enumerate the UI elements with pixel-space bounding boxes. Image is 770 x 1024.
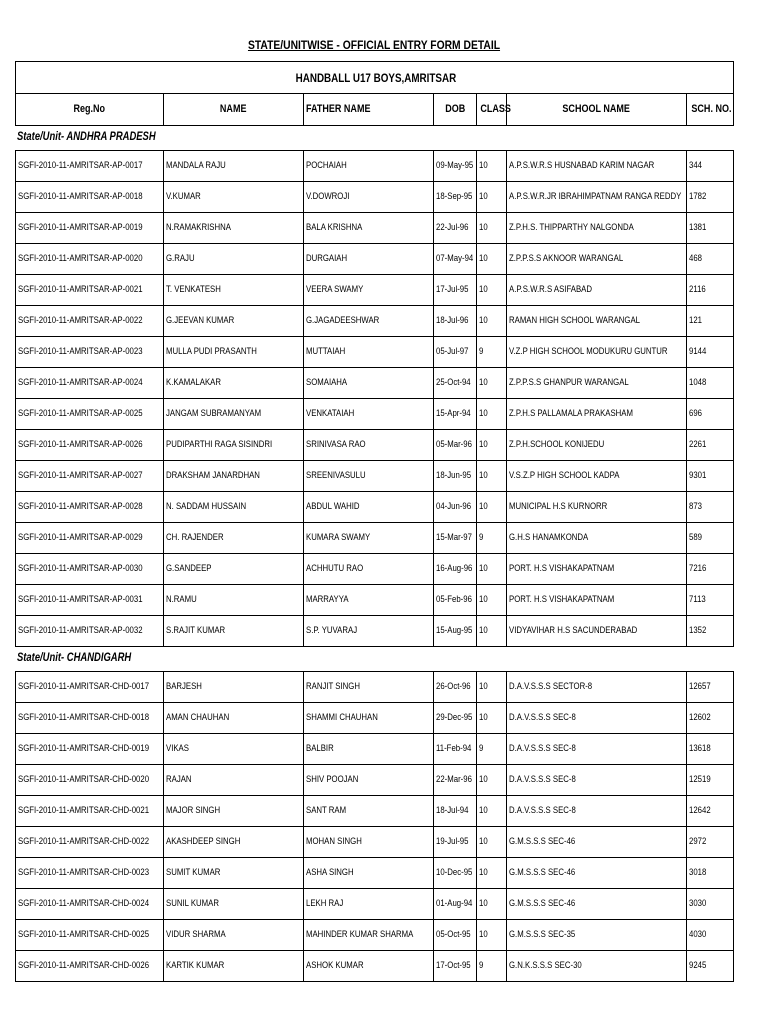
dob-cell: 18-Jul-96 xyxy=(434,306,477,337)
school-name-cell: D.A.V.S.S.S SEC-8 xyxy=(507,765,687,796)
sch-no-cell: 121 xyxy=(687,306,734,337)
dob-cell: 05-Mar-96 xyxy=(434,430,477,461)
father-name-cell: G.JAGADEESHWAR xyxy=(304,306,434,337)
father-name-cell: ASHOK KUMAR xyxy=(304,951,434,982)
name-cell: VIKAS xyxy=(164,734,304,765)
class-cell: 10 xyxy=(477,672,507,703)
father-name-cell: SREENIVASULU xyxy=(304,461,434,492)
name-cell: N.RAMU xyxy=(164,585,304,616)
class-cell: 10 xyxy=(477,554,507,585)
name-cell: RAJAN xyxy=(164,765,304,796)
school-name-cell: D.A.V.S.S.S SEC-8 xyxy=(507,796,687,827)
table-row xyxy=(16,734,734,765)
class-cell: 10 xyxy=(477,430,507,461)
school-name-cell: Z.P.H.SCHOOL KONIJEDU xyxy=(507,430,687,461)
dob-cell: 18-Sep-95 xyxy=(434,182,477,213)
name-cell: SUNIL KUMAR xyxy=(164,889,304,920)
name-cell: G.RAJU xyxy=(164,244,304,275)
father-name-cell: MUTTAIAH xyxy=(304,337,434,368)
reg-no-cell: SGFI-2010-11-AMRITSAR-AP-0017 xyxy=(16,151,164,182)
table-row xyxy=(16,244,734,275)
dob-cell: 15-Mar-97 xyxy=(434,523,477,554)
school-name-cell: RAMAN HIGH SCHOOL WARANGAL xyxy=(507,306,687,337)
name-cell: S.RAJIT KUMAR xyxy=(164,616,304,647)
section-label: State/Unit- CHANDIGARH xyxy=(16,647,734,672)
class-cell: 10 xyxy=(477,920,507,951)
entry-table xyxy=(15,61,734,982)
col-header-dob: DOB xyxy=(434,94,477,126)
sch-no-cell: 7216 xyxy=(687,554,734,585)
sch-no-cell: 344 xyxy=(687,151,734,182)
dob-cell: 01-Aug-94 xyxy=(434,889,477,920)
father-name-cell: BALA KRISHNA xyxy=(304,213,434,244)
sch-no-cell: 12602 xyxy=(687,703,734,734)
dob-cell: 15-Apr-94 xyxy=(434,399,477,430)
class-cell: 9 xyxy=(477,337,507,368)
sch-no-cell: 1381 xyxy=(687,213,734,244)
dob-cell: 11-Feb-94 xyxy=(434,734,477,765)
father-name-cell: SANT RAM xyxy=(304,796,434,827)
reg-no-cell: SGFI-2010-11-AMRITSAR-AP-0028 xyxy=(16,492,164,523)
table-row xyxy=(16,951,734,982)
dob-cell: 22-Mar-96 xyxy=(434,765,477,796)
name-cell: KARTIK KUMAR xyxy=(164,951,304,982)
reg-no-cell: SGFI-2010-11-AMRITSAR-AP-0018 xyxy=(16,182,164,213)
sch-no-cell: 7113 xyxy=(687,585,734,616)
dob-cell: 22-Jul-96 xyxy=(434,213,477,244)
father-name-cell: ABDUL WAHID xyxy=(304,492,434,523)
father-name-cell: SHIV POOJAN xyxy=(304,765,434,796)
father-name-cell: MARRAYYA xyxy=(304,585,434,616)
sch-no-cell: 12657 xyxy=(687,672,734,703)
name-cell: AMAN CHAUHAN xyxy=(164,703,304,734)
col-header-school-name: SCHOOL NAME xyxy=(507,94,687,126)
dob-cell: 25-Oct-94 xyxy=(434,368,477,399)
table-row xyxy=(16,399,734,430)
father-name-cell: SHAMMI CHAUHAN xyxy=(304,703,434,734)
reg-no-cell: SGFI-2010-11-AMRITSAR-AP-0024 xyxy=(16,368,164,399)
name-cell: MAJOR SINGH xyxy=(164,796,304,827)
father-name-cell: DURGAIAH xyxy=(304,244,434,275)
dob-cell: 16-Aug-96 xyxy=(434,554,477,585)
class-cell: 10 xyxy=(477,703,507,734)
reg-no-cell: SGFI-2010-11-AMRITSAR-AP-0029 xyxy=(16,523,164,554)
reg-no-cell: SGFI-2010-11-AMRITSAR-AP-0032 xyxy=(16,616,164,647)
class-cell: 10 xyxy=(477,492,507,523)
school-name-cell: MUNICIPAL H.S KURNORR xyxy=(507,492,687,523)
reg-no-cell: SGFI-2010-11-AMRITSAR-AP-0026 xyxy=(16,430,164,461)
reg-no-cell: SGFI-2010-11-AMRITSAR-AP-0023 xyxy=(16,337,164,368)
name-cell: K.KAMALAKAR xyxy=(164,368,304,399)
class-cell: 10 xyxy=(477,213,507,244)
school-name-cell: G.H.S HANAMKONDA xyxy=(507,523,687,554)
class-cell: 9 xyxy=(477,523,507,554)
name-cell: N.RAMAKRISHNA xyxy=(164,213,304,244)
dob-cell: 07-May-94 xyxy=(434,244,477,275)
reg-no-cell: SGFI-2010-11-AMRITSAR-CHD-0023 xyxy=(16,858,164,889)
reg-no-cell: SGFI-2010-11-AMRITSAR-CHD-0020 xyxy=(16,765,164,796)
reg-no-cell: SGFI-2010-11-AMRITSAR-CHD-0021 xyxy=(16,796,164,827)
sch-no-cell: 3030 xyxy=(687,889,734,920)
sch-no-cell: 468 xyxy=(687,244,734,275)
sch-no-cell: 2116 xyxy=(687,275,734,306)
dob-cell: 10-Dec-95 xyxy=(434,858,477,889)
school-name-cell: V.S.Z.P HIGH SCHOOL KADPA xyxy=(507,461,687,492)
reg-no-cell: SGFI-2010-11-AMRITSAR-CHD-0024 xyxy=(16,889,164,920)
table-row xyxy=(16,182,734,213)
class-cell: 10 xyxy=(477,858,507,889)
name-cell: CH. RAJENDER xyxy=(164,523,304,554)
class-cell: 10 xyxy=(477,616,507,647)
reg-no-cell: SGFI-2010-11-AMRITSAR-AP-0019 xyxy=(16,213,164,244)
school-name-cell: Z.P.P.S.S GHANPUR WARANGAL xyxy=(507,368,687,399)
name-cell: JANGAM SUBRAMANYAM xyxy=(164,399,304,430)
father-name-cell: MAHINDER KUMAR SHARMA xyxy=(304,920,434,951)
reg-no-cell: SGFI-2010-11-AMRITSAR-AP-0027 xyxy=(16,461,164,492)
class-cell: 10 xyxy=(477,796,507,827)
school-name-cell: D.A.V.S.S.S SEC-8 xyxy=(507,734,687,765)
dob-cell: 29-Dec-95 xyxy=(434,703,477,734)
sch-no-cell: 13618 xyxy=(687,734,734,765)
father-name-cell: BALBIR xyxy=(304,734,434,765)
class-cell: 10 xyxy=(477,151,507,182)
reg-no-cell: SGFI-2010-11-AMRITSAR-CHD-0025 xyxy=(16,920,164,951)
school-name-cell: VIDYAVIHAR H.S SACUNDERABAD xyxy=(507,616,687,647)
father-name-cell: VENKATAIAH xyxy=(304,399,434,430)
class-cell: 10 xyxy=(477,182,507,213)
father-name-cell: KUMARA SWAMY xyxy=(304,523,434,554)
name-cell: DRAKSHAM JANARDHAN xyxy=(164,461,304,492)
name-cell: G.SANDEEP xyxy=(164,554,304,585)
sch-no-cell: 2261 xyxy=(687,430,734,461)
class-cell: 9 xyxy=(477,734,507,765)
class-cell: 10 xyxy=(477,827,507,858)
sch-no-cell: 1352 xyxy=(687,616,734,647)
reg-no-cell: SGFI-2010-11-AMRITSAR-AP-0030 xyxy=(16,554,164,585)
table-row xyxy=(16,889,734,920)
table-row xyxy=(16,337,734,368)
school-name-cell: G.M.S.S.S SEC-46 xyxy=(507,858,687,889)
table-row xyxy=(16,672,734,703)
school-name-cell: A.P.S.W.R.S HUSNABAD KARIM NAGAR xyxy=(507,151,687,182)
name-cell: MANDALA RAJU xyxy=(164,151,304,182)
table-row xyxy=(16,275,734,306)
reg-no-cell: SGFI-2010-11-AMRITSAR-AP-0021 xyxy=(16,275,164,306)
section-header xyxy=(16,126,734,151)
school-name-cell: PORT. H.S VISHAKAPATNAM xyxy=(507,585,687,616)
reg-no-cell: SGFI-2010-11-AMRITSAR-CHD-0019 xyxy=(16,734,164,765)
name-cell: MULLA PUDI PRASANTH xyxy=(164,337,304,368)
name-cell: PUDIPARTHI RAGA SISINDRI xyxy=(164,430,304,461)
reg-no-cell: SGFI-2010-11-AMRITSAR-AP-0025 xyxy=(16,399,164,430)
col-header-sch-no: SCH. NO. xyxy=(687,94,734,126)
sch-no-cell: 2972 xyxy=(687,827,734,858)
class-cell: 10 xyxy=(477,399,507,430)
name-cell: V.KUMAR xyxy=(164,182,304,213)
dob-cell: 15-Aug-95 xyxy=(434,616,477,647)
name-cell: BARJESH xyxy=(164,672,304,703)
dob-cell: 17-Jul-95 xyxy=(434,275,477,306)
name-cell: VIDUR SHARMA xyxy=(164,920,304,951)
class-cell: 10 xyxy=(477,889,507,920)
table-row xyxy=(16,703,734,734)
father-name-cell: ASHA SINGH xyxy=(304,858,434,889)
school-name-cell: A.P.S.W.R.S ASIFABAD xyxy=(507,275,687,306)
table-row xyxy=(16,523,734,554)
dob-cell: 05-Feb-96 xyxy=(434,585,477,616)
sch-no-cell: 12519 xyxy=(687,765,734,796)
class-cell: 10 xyxy=(477,585,507,616)
sch-no-cell: 12642 xyxy=(687,796,734,827)
sch-no-cell: 9144 xyxy=(687,337,734,368)
sch-no-cell: 873 xyxy=(687,492,734,523)
dob-cell: 18-Jun-95 xyxy=(434,461,477,492)
table-row xyxy=(16,920,734,951)
dob-cell: 26-Oct-96 xyxy=(434,672,477,703)
reg-no-cell: SGFI-2010-11-AMRITSAR-AP-0020 xyxy=(16,244,164,275)
table-row xyxy=(16,585,734,616)
name-cell: SUMIT KUMAR xyxy=(164,858,304,889)
col-header-class: CLASS xyxy=(477,94,507,126)
reg-no-cell: SGFI-2010-11-AMRITSAR-CHD-0017 xyxy=(16,672,164,703)
school-name-cell: V.Z.P HIGH SCHOOL MODUKURU GUNTUR xyxy=(507,337,687,368)
name-cell: T. VENKATESH xyxy=(164,275,304,306)
school-name-cell: G.M.S.S.S SEC-35 xyxy=(507,920,687,951)
class-cell: 10 xyxy=(477,275,507,306)
sch-no-cell: 4030 xyxy=(687,920,734,951)
event-row xyxy=(16,62,734,94)
sch-no-cell: 9245 xyxy=(687,951,734,982)
sch-no-cell: 9301 xyxy=(687,461,734,492)
class-cell: 10 xyxy=(477,244,507,275)
col-header-father-name: FATHER NAME xyxy=(304,94,434,126)
table-row xyxy=(16,827,734,858)
column-header-row xyxy=(16,94,734,126)
class-cell: 10 xyxy=(477,765,507,796)
school-name-cell: G.M.S.S.S SEC-46 xyxy=(507,827,687,858)
col-header-reg-no: Reg.No xyxy=(16,94,164,126)
reg-no-cell: SGFI-2010-11-AMRITSAR-AP-0022 xyxy=(16,306,164,337)
table-row xyxy=(16,858,734,889)
table-row xyxy=(16,151,734,182)
father-name-cell: RANJIT SINGH xyxy=(304,672,434,703)
class-cell: 10 xyxy=(477,306,507,337)
father-name-cell: V.DOWROJI xyxy=(304,182,434,213)
dob-cell: 09-May-95 xyxy=(434,151,477,182)
section-header xyxy=(16,647,734,672)
father-name-cell: LEKH RAJ xyxy=(304,889,434,920)
dob-cell: 19-Jul-95 xyxy=(434,827,477,858)
father-name-cell: SRINIVASA RAO xyxy=(304,430,434,461)
sch-no-cell: 696 xyxy=(687,399,734,430)
name-cell: N. SADDAM HUSSAIN xyxy=(164,492,304,523)
school-name-cell: Z.P.H.S PALLAMALA PRAKASHAM xyxy=(507,399,687,430)
father-name-cell: ACHHUTU RAO xyxy=(304,554,434,585)
father-name-cell: MOHAN SINGH xyxy=(304,827,434,858)
father-name-cell: S.P. YUVARAJ xyxy=(304,616,434,647)
event-title: HANDBALL U17 BOYS,AMRITSAR xyxy=(16,62,734,94)
table-row xyxy=(16,616,734,647)
table-row xyxy=(16,430,734,461)
school-name-cell: G.M.S.S.S SEC-46 xyxy=(507,889,687,920)
name-cell: AKASHDEEP SINGH xyxy=(164,827,304,858)
col-header-name: NAME xyxy=(164,94,304,126)
section-label: State/Unit- ANDHRA PRADESH xyxy=(16,126,734,151)
school-name-cell: D.A.V.S.S.S SEC-8 xyxy=(507,703,687,734)
reg-no-cell: SGFI-2010-11-AMRITSAR-CHD-0018 xyxy=(16,703,164,734)
reg-no-cell: SGFI-2010-11-AMRITSAR-CHD-0026 xyxy=(16,951,164,982)
reg-no-cell: SGFI-2010-11-AMRITSAR-CHD-0022 xyxy=(16,827,164,858)
school-name-cell: D.A.V.S.S.S SECTOR-8 xyxy=(507,672,687,703)
table-row xyxy=(16,796,734,827)
table-row xyxy=(16,461,734,492)
class-cell: 9 xyxy=(477,951,507,982)
school-name-cell: A.P.S.W.R.JR IBRAHIMPATNAM RANGA REDDY xyxy=(507,182,687,213)
dob-cell: 17-Oct-95 xyxy=(434,951,477,982)
name-cell: G.JEEVAN KUMAR xyxy=(164,306,304,337)
sch-no-cell: 589 xyxy=(687,523,734,554)
dob-cell: 05-Oct-95 xyxy=(434,920,477,951)
page-title: STATE/UNITWISE - OFFICIAL ENTRY FORM DETAIL xyxy=(247,38,501,52)
table-row xyxy=(16,213,734,244)
father-name-cell: VEERA SWAMY xyxy=(304,275,434,306)
sch-no-cell: 3018 xyxy=(687,858,734,889)
school-name-cell: G.N.K.S.S.S SEC-30 xyxy=(507,951,687,982)
table-row xyxy=(16,554,734,585)
class-cell: 10 xyxy=(477,461,507,492)
dob-cell: 05-Jul-97 xyxy=(434,337,477,368)
dob-cell: 18-Jul-94 xyxy=(434,796,477,827)
school-name-cell: Z.P.H.S. THIPPARTHY NALGONDA xyxy=(507,213,687,244)
table-row xyxy=(16,306,734,337)
reg-no-cell: SGFI-2010-11-AMRITSAR-AP-0031 xyxy=(16,585,164,616)
father-name-cell: POCHAIAH xyxy=(304,151,434,182)
table-row xyxy=(16,765,734,796)
school-name-cell: Z.P.P.S.S AKNOOR WARANGAL xyxy=(507,244,687,275)
sch-no-cell: 1048 xyxy=(687,368,734,399)
father-name-cell: SOMAIAHA xyxy=(304,368,434,399)
dob-cell: 04-Jun-96 xyxy=(434,492,477,523)
school-name-cell: PORT. H.S VISHAKAPATNAM xyxy=(507,554,687,585)
class-cell: 10 xyxy=(477,368,507,399)
sch-no-cell: 1782 xyxy=(687,182,734,213)
table-row xyxy=(16,492,734,523)
table-row xyxy=(16,368,734,399)
